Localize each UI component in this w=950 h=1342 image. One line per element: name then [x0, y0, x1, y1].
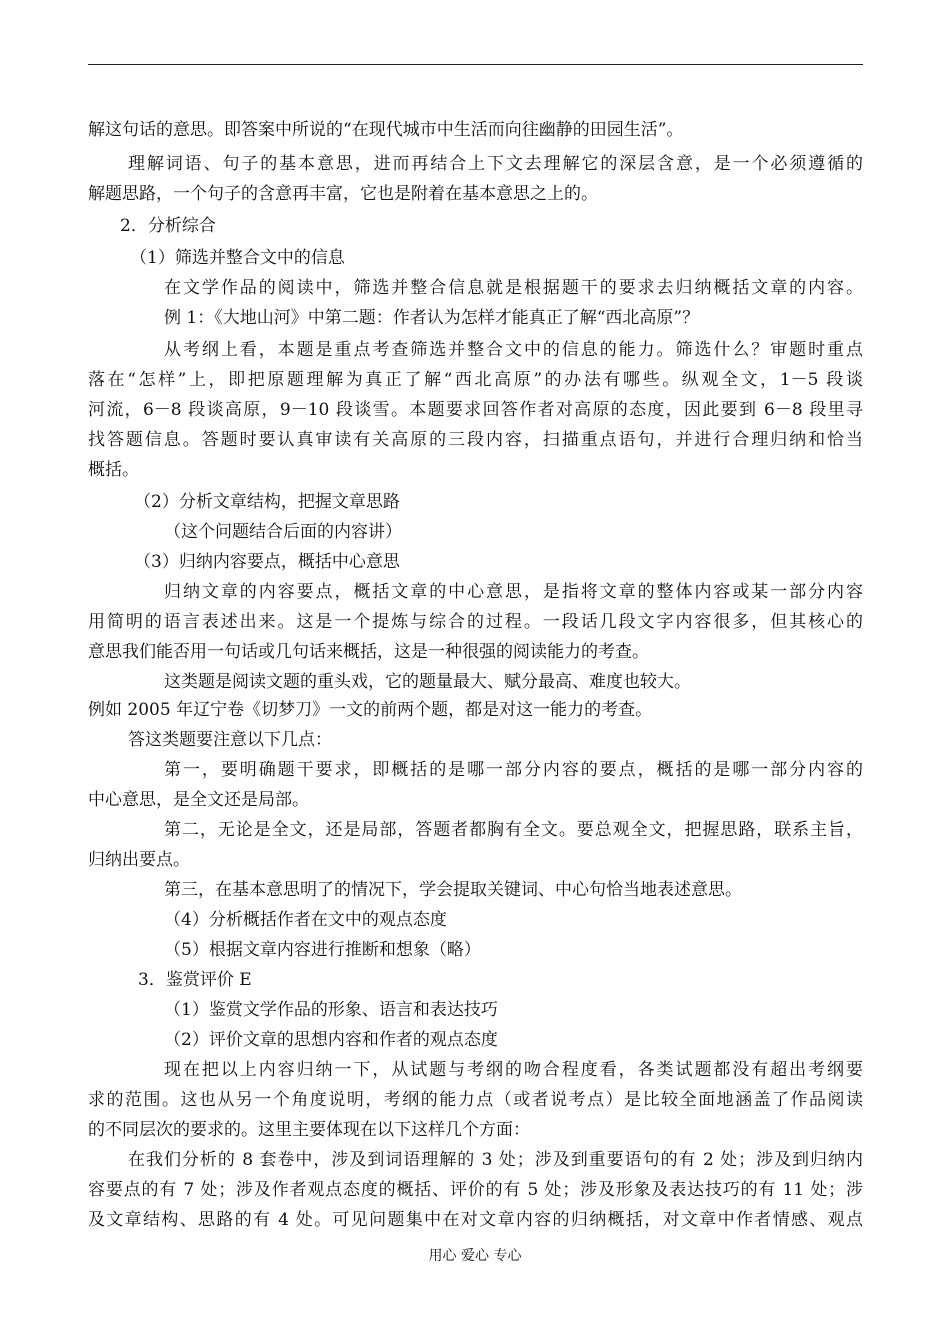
text-line: 在我们分析的 8 套卷中，涉及到词语理解的 3 处；涉及到重要语句的有 2 处；涉及到归纳内: [128, 1150, 863, 1170]
text-line: 及文章结构、思路的有 4 处。可见问题集中在对文章内容的归纳概括，对文章中作者情感、观点: [88, 1210, 863, 1230]
subsection-heading: （1）鉴赏文学作品的形象、语言和表达技巧: [164, 1000, 498, 1020]
text-line: 河流，6－8 段谈高原，9－10 段谈雪。本题要求回答作者对高原的态度，因此要到 6－8 段里寻: [88, 400, 863, 420]
text-line: 用简明的语言表述出来。这是一个提炼与综合的过程。一段话几段文字内容很多，但其核心的: [88, 612, 863, 632]
header-rule: [88, 64, 863, 65]
section-heading: 2．分析综合: [120, 216, 216, 236]
text-line: 理解词语、句子的基本意思，进而再结合上下文去理解它的深层含意，是一个必须遵循的: [128, 154, 863, 174]
text-line: 在文学作品的阅读中，筛选并整合信息就是根据题干的要求去归纳概括文章的内容。: [164, 278, 863, 298]
subsection-heading: （5）根据文章内容进行推断和想象（略）: [164, 940, 481, 960]
text-line: 第一，要明确题干要求，即概括的是哪一部分内容的要点，概括的是哪一部分内容的: [164, 760, 863, 780]
text-line: 概括。: [88, 460, 139, 480]
subsection-heading: （1）筛选并整合文中的信息: [130, 248, 345, 268]
text-line: 落在“怎样”上，即把原题理解为真正了解“西北高原”的办法有哪些。纵观全文，1－5 段谈: [88, 370, 863, 390]
text-line: 从考纲上看，本题是重点考查筛选并整合文中的信息的能力。筛选什么？审题时重点: [164, 340, 863, 360]
text-line: 的不同层次的要求的。这里主要体现在以下这样几个方面：: [88, 1120, 530, 1140]
subsection-heading: （2）分析文章结构，把握文章思路: [134, 492, 400, 512]
subsection-heading: （3）归纳内容要点，概括中心意思: [134, 552, 400, 572]
page-footer: 用心 爱心 专心: [428, 1248, 522, 1264]
text-line: 例如 2005 年辽宁卷《切梦刀》一文的前两个题，都是对这一能力的考查。: [88, 700, 653, 720]
text-line: 答这类题要注意以下几点：: [128, 730, 332, 750]
text-line: 例 1：《大地山河》中第二题：作者认为怎样才能真正了解“西北高原”？: [164, 308, 700, 328]
text-line: 现在把以上内容归纳一下，从试题与考纲的吻合程度看，各类试题都没有超出考纲要: [164, 1060, 863, 1080]
text-line: 归纳出要点。: [88, 850, 190, 870]
text-line: 归纳文章的内容要点，概括文章的中心意思，是指将文章的整体内容或某一部分内容: [164, 582, 863, 602]
section-heading: 3．鉴赏评价 E: [138, 970, 252, 990]
text-line: 求的范围。这也从另一个角度说明，考纲的能力点（或者说考点）是比较全面地涵盖了作品阅读: [88, 1090, 863, 1110]
text-line: 这类题是阅读文题的重头戏，它的题量最大、赋分最高、难度也较大。: [164, 672, 691, 692]
text-line: 中心意思，是全文还是局部。: [88, 790, 309, 810]
text-line: 容要点的有 7 处；涉及作者观点态度的概括、评价的有 5 处；涉及形象及表达技巧的有 11 处；涉: [88, 1180, 863, 1200]
text-line: 找答题信息。答题时要认真审读有关高原的三段内容，扫描重点语句，并进行合理归纳和恰当: [88, 430, 863, 450]
subsection-heading: （2）评价文章的思想内容和作者的观点态度: [164, 1030, 498, 1050]
text-line: 第三，在基本意思明了的情况下，学会提取关键词、中心句恰当地表述意思。: [164, 880, 742, 900]
text-line: 意思我们能否用一句话或几句话来概括，这是一种很强的阅读能力的考查。: [88, 642, 649, 662]
text-line: 解题思路，一个句子的含意再丰富，它也是附着在基本意思之上的。: [88, 184, 598, 204]
text-line: 解这句话的意思。即答案中所说的“在现代城市中生活而向往幽静的田园生活”。: [88, 120, 684, 140]
text-line: 第二，无论是全文，还是局部，答题者都胸有全文。要总观全文，把握思路，联系主旨，: [164, 820, 863, 840]
subsection-heading: （4）分析概括作者在文中的观点态度: [164, 910, 447, 930]
text-line: （这个问题结合后面的内容讲）: [164, 522, 402, 542]
